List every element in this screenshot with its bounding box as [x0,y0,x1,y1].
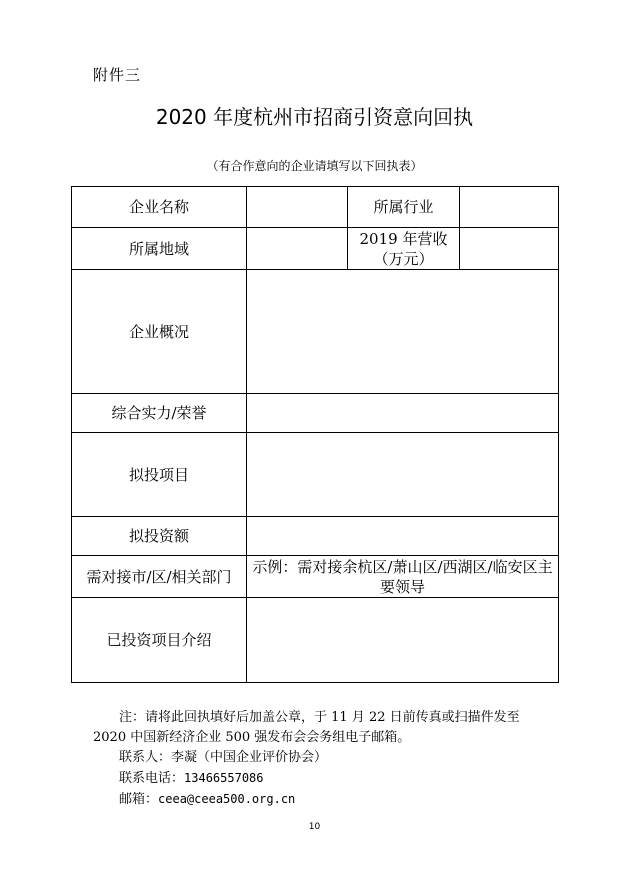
contact-person-line [93,748,553,768]
attachment-label: 附件三 [93,66,142,84]
email-value: ceea@ceea500.org.cn [158,792,296,806]
page-number: 10 [308,822,321,832]
table-row [72,187,559,228]
department-field[interactable] [247,556,559,598]
industry-field[interactable] [460,187,559,228]
industry-label: 所属行业 [348,187,460,228]
receipt-form-table [71,186,559,683]
company-name-label: 企业名称 [72,187,247,228]
revenue-field[interactable] [460,228,559,270]
department-label: 需对接市/区/相关部门 [72,556,247,598]
notes-section [93,708,553,810]
strength-field[interactable] [247,394,559,433]
revenue-label [348,228,460,270]
phone-label: 联系电话： [119,771,185,786]
invested-projects-field[interactable] [247,598,559,683]
region-label: 所属地域 [72,228,247,270]
email-line [93,789,553,810]
overview-label: 企业概况 [72,270,247,394]
table-row [72,228,559,270]
project-field[interactable] [247,433,559,517]
table-row [72,598,559,683]
table-row [72,270,559,394]
overview-field[interactable] [247,270,559,394]
company-name-field[interactable] [247,187,348,228]
phone-line [93,768,553,789]
invested-projects-label: 已投资项目介绍 [72,598,247,683]
phone-value: 13466557086 [184,771,264,785]
document-title: 2020 年度杭州市招商引资意向回执 [155,105,474,129]
strength-label: 综合实力/荣誉 [72,394,247,433]
document-subtitle: （有合作意向的企业请填写以下回执表） [206,159,423,173]
table-row [72,394,559,433]
contact-person-value: 李凝（中国企业评价协会） [171,750,328,765]
revenue-label-line1: 2019 年营收 [359,229,448,248]
amount-field[interactable] [247,517,559,556]
table-row [72,556,559,598]
amount-label: 拟投资额 [72,517,247,556]
table-row [72,517,559,556]
email-label: 邮箱： [119,792,159,807]
revenue-label-line2: （万元） [373,249,434,268]
region-field[interactable] [247,228,348,270]
contact-person-label: 联系人： [119,750,172,765]
submission-note: 注：请将此回执填好后加盖公章，于 11 月 22 日前传真或扫描件发至 2020 中国新经济企业 500 强发布会会务组电子邮箱。 [93,710,520,745]
project-label: 拟投项目 [72,433,247,517]
department-example-text: 示例：需对接余杭区/萧山区/西湖区/临安区主要领导 [252,557,553,596]
table-row [72,433,559,517]
